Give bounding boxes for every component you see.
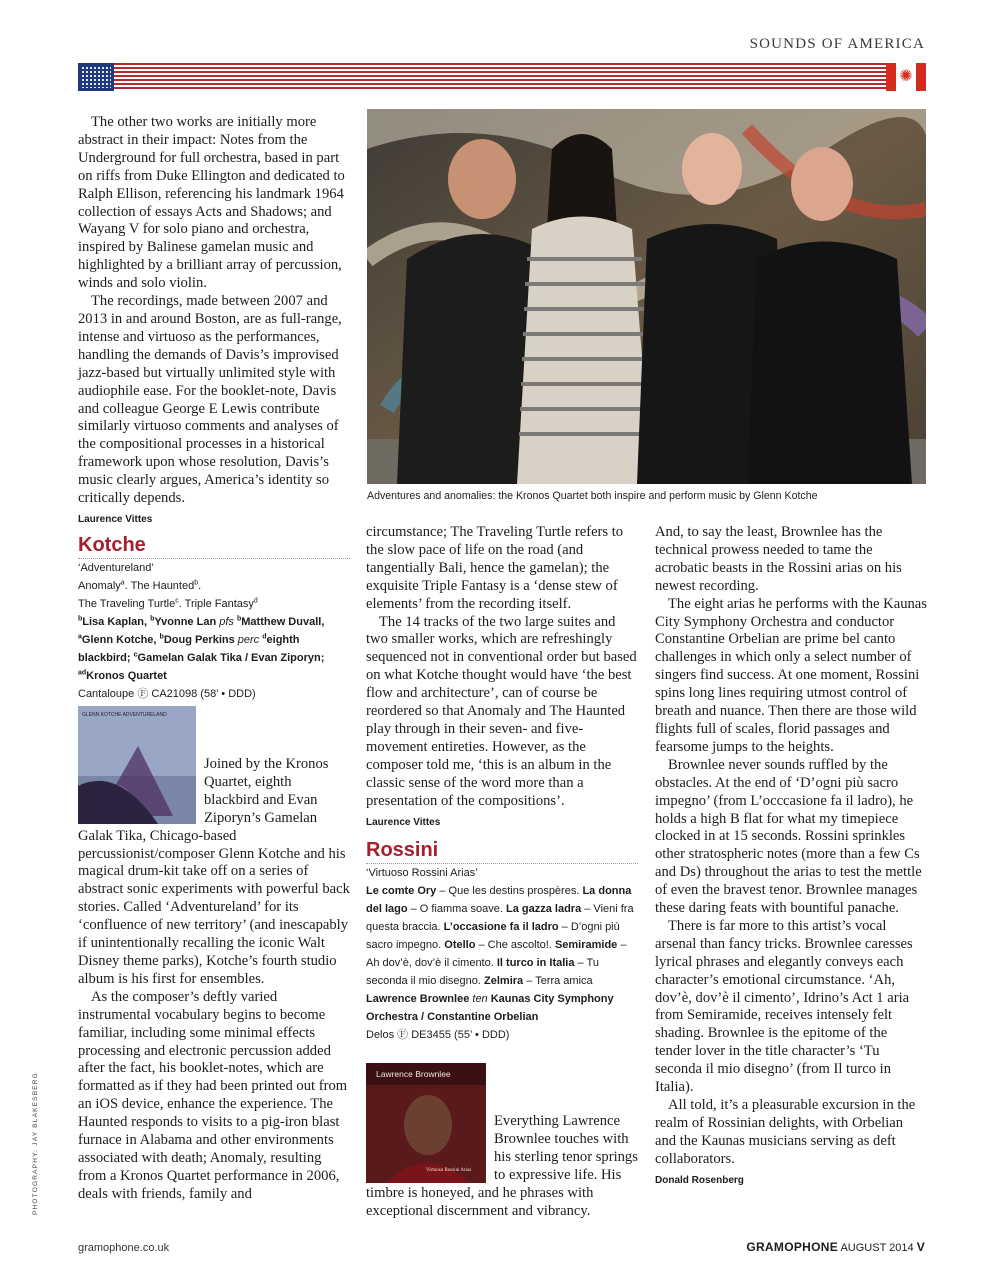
stripes-bar — [114, 63, 886, 91]
album-title: ‘Virtuoso Rossini Arias’ — [366, 867, 478, 879]
photo-caption: Adventures and anomalies: the Kronos Quartet both inspire and perform music by Glenn Kotche — [367, 490, 818, 502]
paragraph: All told, it’s a pleasurable excursion in the realm of Rossinian delights, with Orbelian and the Kaunas musicians serving as deft collaborators. — [655, 1097, 916, 1167]
review-heading: Rossini — [366, 839, 638, 864]
rossini-review-continued — [655, 524, 927, 1190]
works-line: The Traveling Turtle$^c$. Triple Fantasy$^d$ — [78, 597, 258, 610]
works-line: Anomaly$^a$. The Haunted$^b$. — [78, 579, 202, 592]
page-number: V — [916, 1240, 925, 1254]
performers: Lawrence Brownlee ten Kaunas City Symphony Orchestra / Constantine Orbelian — [366, 993, 614, 1023]
author-byline: Donald Rosenberg — [655, 1174, 744, 1186]
paragraph: Brownlee never sounds ruffled by the obstacles. At the end of ‘D’ogni più sacro impegno’ (from L’occcasione fa il ladro), he holds a high B flat for what my timepiece clocked in at 15 seconds. Rossini sprinkles other stratospheric notes (more than a few Cs and Ds) throughout the arias to test the mettle of even the bravest tenor. Brownlee manages these daring feats with bountiful panache. — [655, 756, 922, 917]
cover-title-text: GLENN KOTCHE ADVENTURELAND — [82, 712, 167, 718]
kotche-review — [78, 534, 350, 703]
group-photo-illustration — [367, 109, 926, 484]
performers: $^b$Lisa Kaplan, $^b$Yvonne Lan pfs $^b$Matthew Duvall, $^a$Glenn Kotche, $^b$Doug Perkins perc $^d$eighth blackbird; $^c$Gamelan Galak Tika / Evan Ziporyn; $^{ad}$Kronos Quartet — [78, 615, 325, 682]
review-heading: Kotche — [78, 534, 350, 559]
author-byline: Laurence Vittes — [78, 513, 153, 525]
cover-subtitle-text: Virtuoso Rossini Arias — [426, 1168, 472, 1173]
section-label: SOUNDS OF AMERICA — [749, 36, 925, 52]
kotche-review-continued — [366, 524, 638, 831]
flag-banner — [78, 63, 926, 91]
footer-url[interactable]: gramophone.co.uk — [78, 1242, 170, 1254]
magazine-name: GRAMOPHONE — [746, 1240, 838, 1254]
footer-issue — [746, 1240, 925, 1254]
issue-date: AUGUST 2014 — [840, 1242, 914, 1254]
catalogue-number: Cantaloupe Ⓕ CA21098 (58’ • DDD) — [78, 688, 256, 700]
paragraph: Joined by the Kronos Quartet, eighth blackbird and Evan Ziporyn’s Gamelan Galak Tika, Chicago-based percussionist/composer Glenn Kotche and his magical drum-kit take off on a series of abstract sonic experiments with powerful back stories. Called ‘Adventureland’ for its ‘confluence of new territory’ (and inescapably if unintentionally recalling the iconic Walt Disney theme parks), Kotche’s fourth studio album is his first for ensembles. — [78, 756, 350, 987]
review-listing — [366, 864, 638, 1044]
paragraph: circumstance; The Traveling Turtle refers to the slow pace of life on the road (and tangentially Bali, hence the gamelan); the exquisite Triple Fantasy is a ‘dense stew of elements’ from the recording itself. — [366, 524, 624, 612]
paragraph: Everything Lawrence Brownlee touches with his sterling tenor springs to expressive life. His timbre is honeyed, and he phrases with exceptional discernment and vibrancy. — [366, 1113, 638, 1219]
kronos-quartet-photo — [367, 109, 926, 484]
intro-column — [78, 114, 350, 529]
paragraph: The eight arias he performs with the Kaunas City Symphony Orchestra and conductor Constantine Orbelian are prime bel canto challenges in which only a select number of singers find success. At one moment, Rossini spins long lines requiring utmost control of breath and nuance. Then there are those wild flights full of scales, florid passages and fearsome jumps to the heights. — [655, 595, 927, 755]
canada-flag-icon: ✺ — [886, 63, 926, 91]
us-flag-icon — [78, 63, 114, 91]
paragraph: The other two works are initially more abstract in their impact: Notes from the Underground for full orchestra, based in part on riffs from Duke Ellington and dedicated to Ralph Ellison, referencing his landmark 1964 collection of essays Acts and Shadows; and Wayang V for solo piano and orchestra, inspired by Balinese gamelan music and highlighted by a brilliant array of percussion, winds and solo violin. — [78, 114, 345, 292]
paragraph: The recordings, made between 2007 and 2013 in and around Boston, are as full-range, intense and virtuoso as the performances, handling the demands of Davis’s improvised jazz-based but virtually unlimited style with audiophile ease. For the booklet-note, Davis and colleague George E Lewis contribute similarly virtuoso comments and analyses of the compositional processes in a historical framework upon whose resolution, Davis’s music clearly argues, America’s identity so critically depends. — [78, 293, 342, 507]
paragraph: There is far more to this artist’s vocal arsenal than fancy tricks. Brownlee caresses lyrical phrases and elegantly conveys each character’s emotional circumstance. ‘Ah, dov’è, dov’è il cimento’, Idrino’s Act 1 aria from Semiramide, receives intensely felt shading. Brownlee is the epitome of the tender lover in the title character’s ‘Tu seconda il mio disegno’ (from Il turco in Italia). — [655, 917, 913, 1096]
aria-list: Le comte Ory – Que les destins prospères. La donna del lago – O fiamma soave. La gazza ladra – Vieni fra questa braccia. L’occasione fa il ladro – D’ogni più sacro impegno. Otello – Che ascolto!. Semiramide – Ah dov’è, dov’è il cimento. Il turco in Italia – Tu seconda il mio disegno. Zelmira – Terra amica — [366, 885, 634, 987]
author-byline: Laurence Vittes — [366, 816, 441, 828]
paragraph: As the composer’s deftly varied instrumental vocabulary begins to become familiar, including some minimal effects processing and electronic percussion added after the fact, his booklet-notes, which are formatted as if they had been printed out from an iOS device, enhance the experience. The Haunted responds to visits to a pig-iron blast furnace in Alabama and other environments associated with death; Anomaly, resulting from a Kronos Quartet performance in 2006, deals with friends, family and — [78, 988, 348, 1202]
album-title: ‘Adventureland’ — [78, 562, 154, 574]
review-listing — [78, 559, 350, 703]
rossini-body — [366, 1063, 638, 1220]
rossini-review — [366, 839, 638, 1044]
photo-credit: PHOTOGRAPHY: JAY BLAKESBERG — [32, 1072, 39, 1215]
paragraph: And, to say the least, Brownlee has the technical prowess needed to tame the acrobatic beasts in the Rossini arias on his newest recording. — [655, 524, 902, 594]
catalogue-number: Delos Ⓕ DE3455 (55’ • DDD) — [366, 1029, 510, 1041]
cover-title-text: Lawrence Brownlee — [376, 1069, 451, 1079]
paragraph: The 14 tracks of the two large suites and two smaller works, which are refreshingly sequenced not in conventional order but based on what Kotche thought would have ‘the best flow and architecture’, can of course be reordered so that Anomaly and The Haunted play through in their seven- and five-movement entireties. However, as the composer told me, ‘this is an album in the classic sense of the word more than a presentation of the compositions’. — [366, 613, 637, 809]
kotche-body — [78, 706, 350, 1204]
